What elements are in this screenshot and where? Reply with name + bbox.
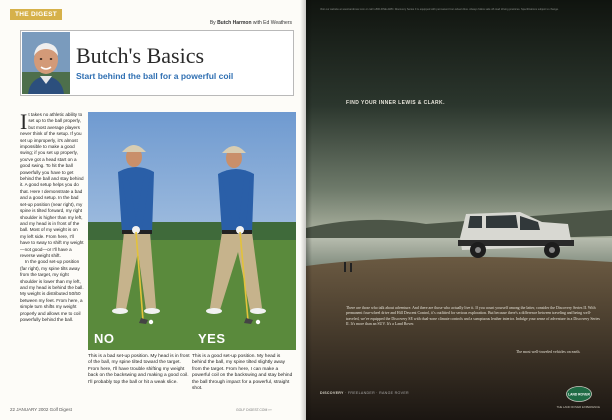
- paragraph-2: In the good set-up position (far right), my spine tilts away from the target, my right shoulder is lower than my left, and my head is behind the ball. My weight is distributed 50/50 between my feet. From here, a simple turn shifts my weight properly and allows me to coil powerfully behind the ball.: [20, 259, 84, 322]
- ad-headline: FIND YOUR INNER LEWIS & CLARK.: [346, 100, 445, 106]
- byline: [210, 20, 292, 27]
- drop-cap: I: [20, 109, 28, 134]
- photo-bad-setup: [88, 112, 192, 350]
- page-spine: [300, 0, 312, 420]
- section-tag: THE DIGEST: [10, 9, 62, 20]
- ad-footer-slogan: THE LAND ROVER EXPERIENCE: [556, 405, 600, 409]
- website-folio: GOLF DIGEST.COM ›››: [236, 408, 272, 412]
- footer-models: · FREELANDER · RANGE ROVER: [343, 391, 409, 395]
- land-rover-logo-icon: [566, 386, 592, 402]
- byline-author: Butch Harmon: [217, 20, 252, 26]
- footer-brand: DISCOVERY: [320, 391, 344, 395]
- caption-bad-setup: This is a bad set-up position. My head is in front of the ball, my spine tilted toward the target. From here, I'll have trouble shifting my weight back on the backswing and making a good coil. I'll probably top the ball or hit a weak slice.: [88, 354, 190, 385]
- photo-good-setup: [192, 112, 296, 350]
- byline-prefix: By: [209, 20, 216, 26]
- land-rover-ad: [306, 0, 612, 420]
- ad-body-copy: There are those who talk about adventure. And there are those who actually live it. If you count yourself among the latter, consider the Discovery Series II. With permanent four-wheel drive and Hill Descent Control, it's outfitted for serious exploration. But because there's a difference between traveling and being well-traveled, we've equipped the Discovery SE with dual-zone climate controls and a sumptuous leather interior. Indulge your sense of adventure in a Discovery Series II. It's more than an SUV. It's a Land Rover.: [346, 306, 600, 327]
- paragraph-1: [20, 109, 84, 259]
- article-title: Butch's Basics: [76, 43, 205, 68]
- paragraph-1-text: t takes no athletic ability to set up to the ball properly, but most average players never think of the setup. If you set up improperly, it's almost impossible to make a good swing; if you set up properly, you've got a head start on a good swing. To hit the ball powerfully you have to get behind the ball and stay behind it. A good setup helps you do that. Here I demonstrate a bad and a good setup. In the bad set-up position (near right), my spine is tilted forward, my right shoulder is higher than my left, and my head is in front of the ball. Most of my weight is on my left side. From here, I'll have to sway to shift my weight—not good—or I'll have a reverse weight shift.: [20, 112, 84, 258]
- yes-label: YES: [198, 331, 226, 346]
- ad-footer-models: [320, 391, 409, 396]
- author-portrait: [22, 32, 70, 94]
- ad-tagline: The most well-traveled vehicles on earth.: [516, 350, 581, 354]
- ad-fine-print: Visit our website at www.landrover.com or call 1-800-FINE-4WD. Discovery Series II is equipped with permanent four-wheel drive. Always follow safe off-road driving practices. Specifications subject to change.: [320, 8, 559, 11]
- byline-suffix: with Ed Weathers: [252, 20, 292, 26]
- no-label: NO: [94, 331, 115, 346]
- page-folio: 22 JANUARY 2002 Golf Digest: [10, 407, 72, 412]
- article-body: [20, 109, 84, 323]
- logo-text: LAND ROVER: [568, 392, 590, 397]
- ad-landscape-photo: [306, 0, 612, 420]
- caption-good-setup: This is a good set-up position. My head is behind the ball, my spine tilted slightly away from the target. From here, I can make a powerful coil on the backswing and stay behind the ball through impact for a powerful, straight shot.: [192, 354, 293, 392]
- article-subtitle: Start behind the ball for a powerful coil: [76, 71, 234, 81]
